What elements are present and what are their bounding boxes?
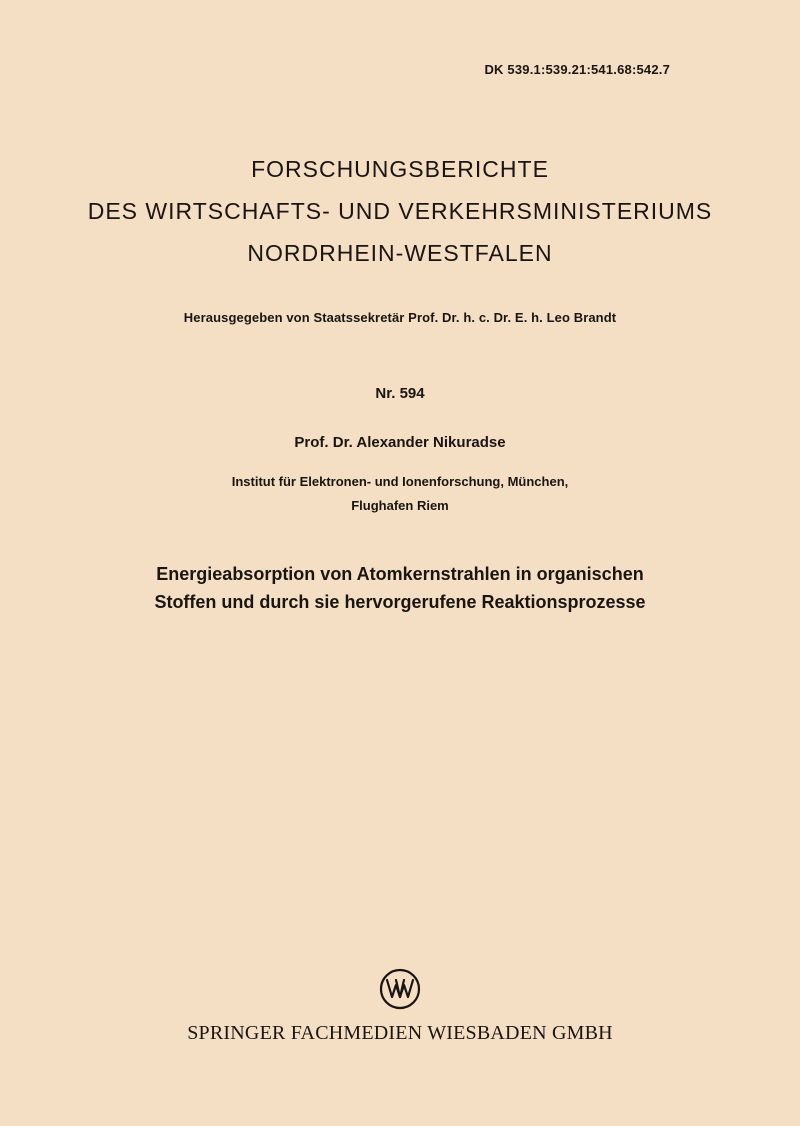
series-title-line-3: NORDRHEIN-WESTFALEN	[247, 240, 553, 266]
series-title-line-1: FORSCHUNGSBERICHTE	[251, 156, 549, 182]
dk-classification-code: DK 539.1:539.21:541.68:542.7	[484, 62, 670, 77]
author-name: Prof. Dr. Alexander Nikuradse	[294, 434, 506, 451]
book-title-line-1: Energieabsorption von Atomkernstrahlen in organischen	[156, 564, 644, 584]
editor-line: Herausgegeben von Staatssekretär Prof. Dr. h. c. Dr. E. h. Leo Brandt	[183, 310, 617, 325]
publisher-name: SPRINGER FACHMEDIEN WIESBADEN GMBH	[187, 1022, 613, 1044]
book-title	[0, 560, 800, 616]
springer-vw-logo-icon	[379, 968, 421, 1010]
report-number: Nr. 594	[375, 385, 425, 402]
institute-line-1: Institut für Elektronen- und Ionenforschung, München,	[231, 474, 569, 489]
book-title-line-2: Stoffen und durch sie hervorgerufene Reaktionsprozesse	[154, 592, 646, 612]
institute-affiliation	[0, 470, 800, 518]
series-title-line-2: DES WIRTSCHAFTS- UND VERKEHRSMINISTERIUMS	[87, 198, 713, 224]
series-title	[0, 148, 800, 274]
institute-line-2: Flughafen Riem	[351, 498, 449, 513]
